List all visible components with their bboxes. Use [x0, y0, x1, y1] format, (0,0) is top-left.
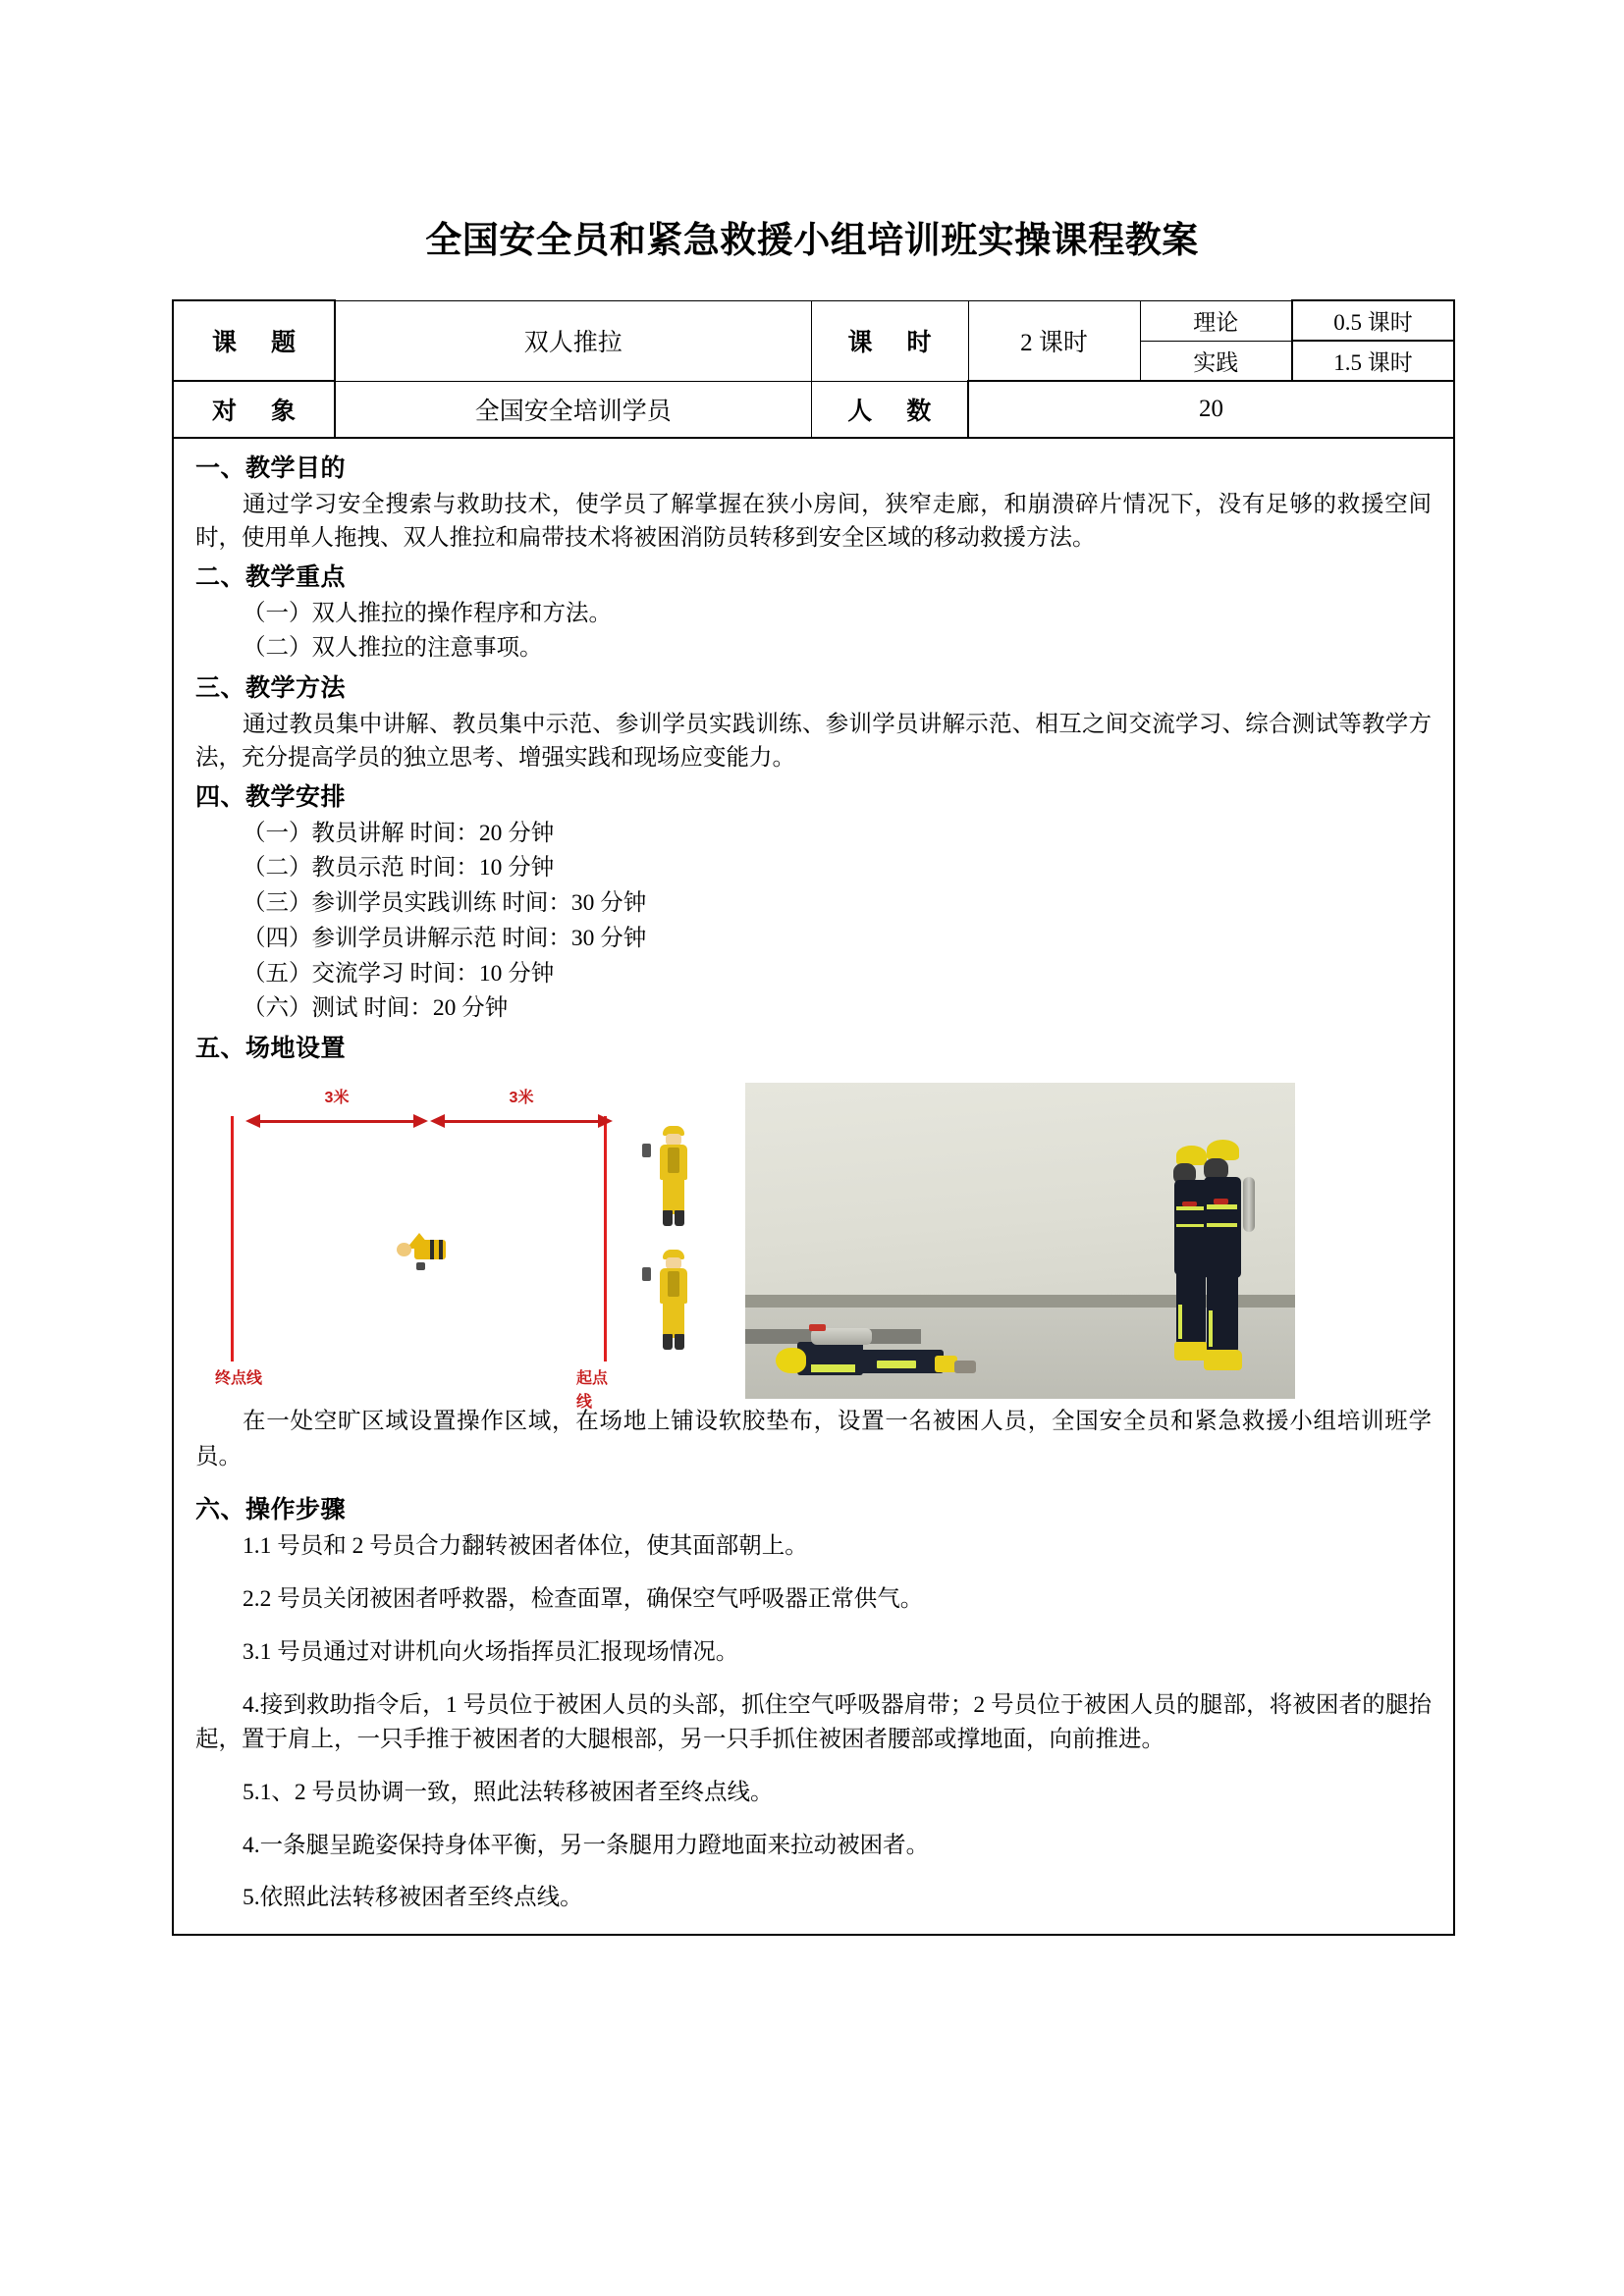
standing-firefighter-front	[1202, 1140, 1246, 1370]
prone-firefighter-leg-stripe	[877, 1361, 915, 1368]
key-point-item-2: （二）双人推拉的注意事项。	[243, 635, 543, 662]
arrow-head-right-icon	[598, 1114, 613, 1128]
finish-line-marker	[231, 1116, 234, 1362]
table-row-topic	[173, 300, 1454, 341]
arrangement-item-2: （二）教员示范 时间：10 分钟	[243, 855, 555, 881]
table-row-audience	[173, 381, 1454, 438]
arrangement-item-5: （五）交流学习 时间：10 分钟	[243, 960, 555, 987]
section-paragraph-methods: 通过教员集中讲解、教员集中示范、参训学员实践训练、参训学员讲解示范、相互之间交流学习、综合测试等教学方法，充分提高学员的独立思考、增强实践和现场应变能力。	[195, 712, 1432, 772]
theory-label: 理论	[1140, 300, 1292, 341]
operation-step-7: 5.依照此法转移被困者至终点线。	[243, 1885, 583, 1911]
section-heading-methods: 三、教学方法	[195, 674, 347, 703]
rescuer-boot-icon	[675, 1210, 684, 1226]
rescuer-vest-icon	[668, 1271, 679, 1297]
standing-firefighter-leg-stripe	[1178, 1305, 1182, 1339]
venue-layout-diagram	[215, 1085, 614, 1411]
arrangement-item-1: （一）教员讲解 时间：20 分钟	[243, 820, 555, 846]
venue-figure-row	[195, 1077, 1432, 1411]
prone-firefighter-foot	[954, 1361, 976, 1373]
lesson-body-cell	[173, 438, 1454, 1935]
audience-label: 对 象	[173, 381, 335, 438]
dimension-label-right: 3米	[509, 1089, 534, 1106]
operation-step-3: 3.1 号员通过对讲机向火场指挥员汇报现场情况。	[243, 1638, 739, 1665]
rescuer-tank-icon	[642, 1267, 651, 1281]
operation-step-5: 5.1、2 号员协调一致，照此法转移被困者至终点线。	[243, 1779, 774, 1805]
rescuer-boot-icon	[675, 1334, 684, 1350]
arrow-head-right-icon	[413, 1114, 428, 1128]
prone-firefighter-cylinder-valve	[809, 1324, 826, 1330]
victim-stripe-icon	[430, 1240, 434, 1259]
operation-step-6: 4.一条腿呈跪姿保持身体平衡，另一条腿用力蹬地面来拉动被困者。	[243, 1832, 930, 1858]
prone-firefighter-torso-stripe	[811, 1364, 855, 1372]
rescuer-two-icon	[654, 1250, 693, 1354]
topic-label: 课 题	[173, 300, 335, 381]
dimension-arrow-right	[443, 1120, 600, 1123]
arrangement-item-3: （三）参训学员实践训练 时间：30 分钟	[243, 890, 647, 917]
rescuer-tank-icon	[642, 1144, 651, 1157]
table-row-body	[173, 438, 1454, 1935]
prone-firefighter-helmet	[776, 1348, 806, 1373]
count-label: 人 数	[811, 381, 968, 438]
theory-value: 0.5 课时	[1292, 300, 1454, 341]
finish-line-label: 终点线	[215, 1369, 263, 1387]
standing-firefighter-stripe	[1176, 1206, 1204, 1210]
section-paragraph-venue: 在一处空旷区域设置操作区域，在场地上铺设软胶垫布，设置一名被困人员，全国安全员和紧急救援小组培训班学员。	[195, 1408, 1432, 1469]
arrow-head-left-icon	[245, 1114, 260, 1128]
practice-value: 1.5 课时	[1292, 341, 1454, 381]
arrangement-item-6: （六）测试 时间：20 分钟	[243, 995, 509, 1022]
victim-head-icon	[397, 1243, 411, 1256]
arrangement-item-4: （四）参训学员讲解示范 时间：30 分钟	[243, 925, 647, 951]
key-point-item-1: （一）双人推拉的操作程序和方法。	[243, 600, 612, 626]
standing-firefighter-stripe	[1207, 1223, 1236, 1227]
dimension-label-left: 3米	[324, 1089, 350, 1106]
topic-value: 双人推拉	[335, 300, 811, 381]
section-heading-venue: 五、场地设置	[195, 1034, 347, 1062]
standing-firefighter-leg-stripe	[1209, 1310, 1213, 1348]
standing-firefighter-boots	[1204, 1350, 1242, 1370]
standing-firefighter-helmet	[1207, 1140, 1239, 1160]
section-heading-steps: 六、操作步骤	[195, 1496, 347, 1524]
victim-stripe-icon	[439, 1240, 443, 1259]
section-heading-key-points: 二、教学重点	[195, 562, 347, 591]
rescuer-legs-icon	[663, 1303, 684, 1338]
standing-firefighter-stripe	[1207, 1204, 1236, 1208]
rescuer-boot-icon	[663, 1210, 673, 1226]
trapped-person-icon	[395, 1230, 456, 1271]
operation-step-2: 2.2 号员关闭被困者呼救器，检查面罩，确保空气呼吸器正常供气。	[243, 1586, 924, 1613]
audience-value: 全国安全培训学员	[335, 381, 811, 438]
operation-step-1: 1.1 号员和 2 号员合力翻转被困者体位，使其面部朝上。	[243, 1533, 808, 1560]
hours-value: 2 课时	[968, 300, 1140, 381]
lesson-plan-table	[172, 299, 1455, 1936]
start-line-marker	[604, 1116, 607, 1362]
section-heading-purpose: 一、教学目的	[195, 454, 347, 482]
start-line-label: 起点线	[576, 1369, 609, 1411]
rescuer-icons-group	[634, 1114, 703, 1389]
training-scene-photo	[745, 1083, 1295, 1399]
rescuer-vest-icon	[668, 1148, 679, 1173]
section-heading-arrangement: 四、教学安排	[195, 782, 347, 811]
dimension-arrow-left	[258, 1120, 415, 1123]
rescuer-one-icon	[654, 1126, 693, 1230]
operation-step-4: 4.接到救助指令后，1 号员位于被困人员的头部，抓住空气呼吸器肩带；2 号员位于被困人员的腿部，将被困者的腿抬起，置于肩上，一只手推于被困者的大腿根部，另一只手抓住被困者腰部或撑地面，向前推进。	[195, 1691, 1432, 1753]
section-paragraph-purpose: 通过学习安全搜索与救助技术，使学员了解掌握在狭小房间，狭窄走廊，和崩溃碎片情况下，没有足够的救援空间时，使用单人拖拽、双人推拉和扁带技术将被困消防员转移到安全区域的移动救援方法。	[195, 492, 1432, 552]
standing-firefighter-stripe	[1176, 1224, 1204, 1227]
hours-label: 课 时	[811, 300, 968, 381]
standing-firefighter-body	[1204, 1177, 1241, 1278]
victim-equipment-icon	[416, 1262, 425, 1270]
page-title: 全国安全员和紧急救援小组培训班实操课程教案	[425, 220, 1199, 260]
standing-firefighter-tank	[1243, 1177, 1256, 1232]
rescuer-boot-icon	[663, 1334, 673, 1350]
count-value: 20	[968, 381, 1454, 438]
arrow-head-left-icon	[430, 1114, 445, 1128]
rescuer-legs-icon	[663, 1179, 684, 1214]
practice-label: 实践	[1140, 341, 1292, 381]
